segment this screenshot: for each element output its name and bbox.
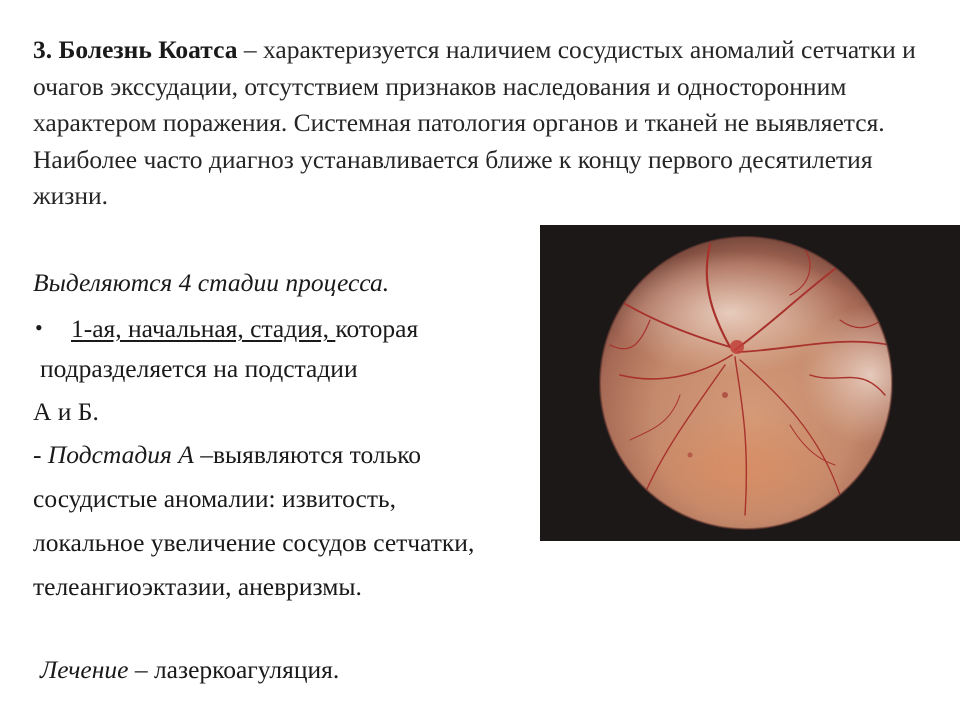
fundus-photo	[540, 225, 960, 541]
substage-prefix: -	[33, 440, 48, 469]
substage-a-line3: локальное увеличение сосудов сетчатки,	[33, 528, 475, 557]
intro-heading: 3. Болезнь Коатса	[33, 35, 238, 64]
intro-paragraph	[33, 32, 933, 215]
treatment-line	[40, 655, 339, 685]
stage1-line1	[35, 313, 418, 344]
substage-a-line4: телеангиоэктазии, аневризмы.	[33, 572, 362, 601]
treatment-text: – лазеркоагуляция.	[128, 655, 340, 684]
substage-a-line2: сосудистые аномалии: извитость,	[33, 484, 397, 513]
fundus-photo-icon	[540, 225, 960, 541]
bullet-icon: •	[35, 315, 43, 340]
stages-heading: Выделяются 4 стадии процесса.	[33, 268, 390, 297]
stage1-line3: А и Б.	[33, 397, 99, 426]
substage-a-text: –выявляются только	[200, 440, 422, 469]
intro-text: – характеризуется наличием сосудистых аномалий сетчатки и очагов экссудации, отсутствием признаков наследования и односторонним характером поражения. Системная патология органов и тканей не выявляется. Наиболее часто диагноз устанавливается ближе к концу первого десятилетия жизни.	[33, 35, 916, 210]
stage1-line2: подразделяется на подстадии	[40, 354, 358, 383]
substage-a-label: Подстадия А	[47, 440, 201, 469]
stage1-rest: которая	[335, 314, 419, 343]
substage-a-line1	[33, 440, 421, 470]
treatment-label: Лечение	[40, 655, 129, 684]
stage1-underlined: 1-ая, начальная, стадия,	[71, 314, 336, 343]
